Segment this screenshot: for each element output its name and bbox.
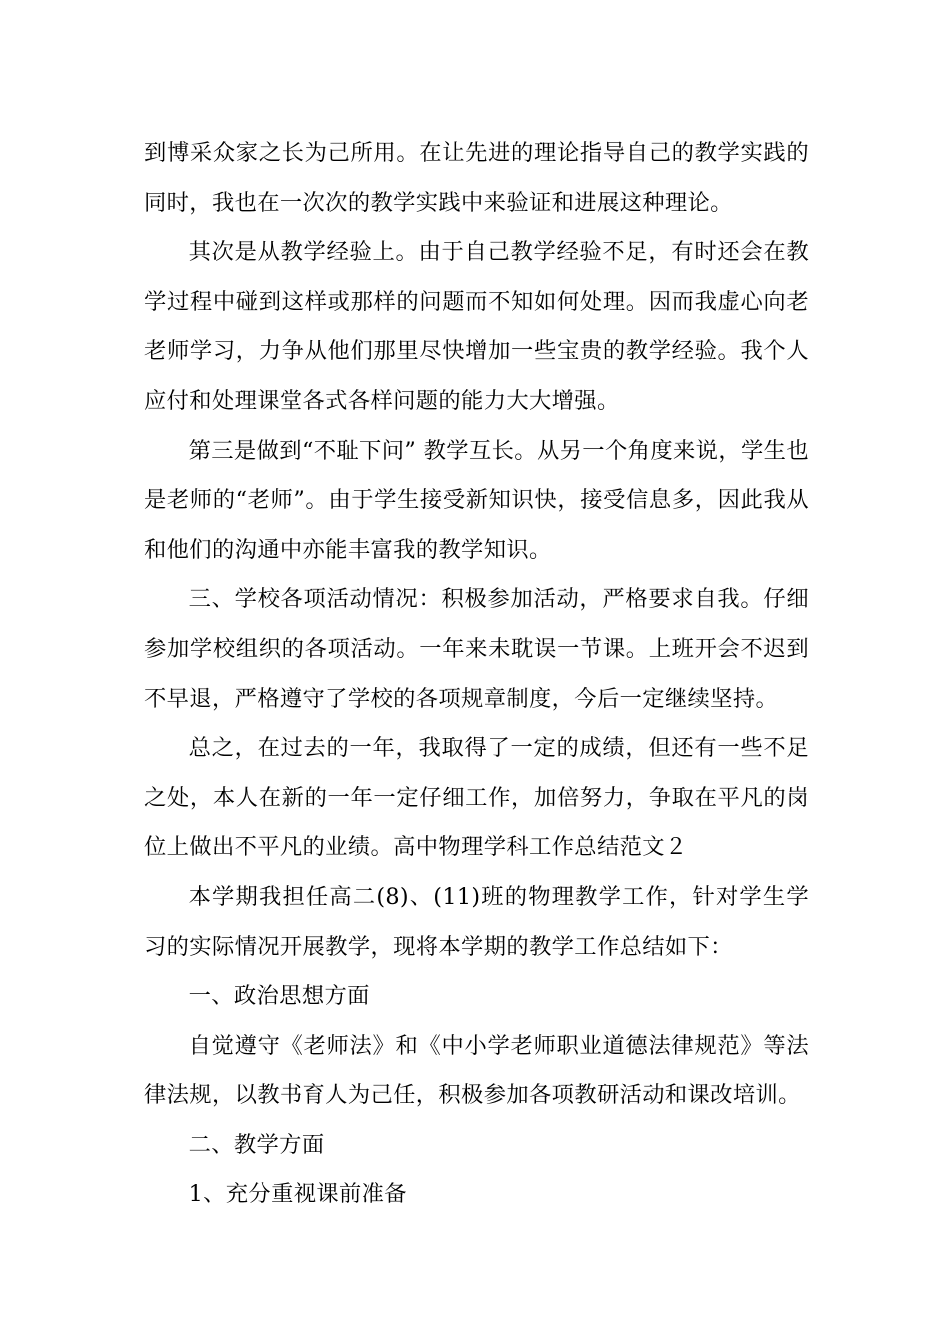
paragraph-political-thought: 自觉遵守《老师法》和《中小学老师职业道德法律规范》等法律法规，以教书育人为己任，积极参加各项教研活动和课改培训。: [144, 1032, 809, 1109]
paragraph-conclusion: 总之，在过去的一年，我取得了一定的成绩，但还有一些不足之处，本人在新的一年一定仔细工作，加倍努力，争取在平凡的岗位上做出不平凡的业绩。高中物理学科工作总结范文２: [144, 735, 809, 861]
paragraph-continuation: 到博采众家之长为己所用。在让先进的理论指导自己的教学实践的同时，我也在一次次的教学实践中来验证和进展这种理论。: [144, 140, 809, 216]
paragraph-semester-intro: 本学期我担任高二(8)、(11)班的物理教学工作，针对学生学习的实际情况开展教学，现将本学期的教学工作总结如下：: [144, 883, 809, 960]
paragraph-ask-humbly: 第三是做到“不耻下问” 教学互长。从另一个角度来说，学生也是老师的“老师”。由于学生接受新知识快，接受信息多，因此我从和他们的沟通中亦能丰富我的教学知识。: [144, 437, 809, 563]
document-body: [144, 129, 809, 1220]
section-heading-teaching: 二、教学方面: [188, 1131, 325, 1158]
section-heading-political: 一、政治思想方面: [188, 983, 370, 1010]
paragraph-school-activities: 三、学校各项活动情况：积极参加活动，严格要求自我。仔细参加学校组织的各项活动。一年来未耽误一节课。上班开会不迟到不早退，严格遵守了学校的各项规章制度，今后一定继续坚持。: [144, 586, 809, 712]
paragraph-teaching-experience: 其次是从教学经验上。由于自己教学经验不足，有时还会在教学过程中碰到这样或那样的问题而不知如何处理。因而我虚心向老老师学习，力争从他们那里尽快增加一些宝贵的教学经验。我个人应付和处理课堂各式各样问题的能力大大增强。: [144, 239, 809, 414]
subsection-heading-preparation: 1、充分重视课前准备: [188, 1181, 407, 1208]
